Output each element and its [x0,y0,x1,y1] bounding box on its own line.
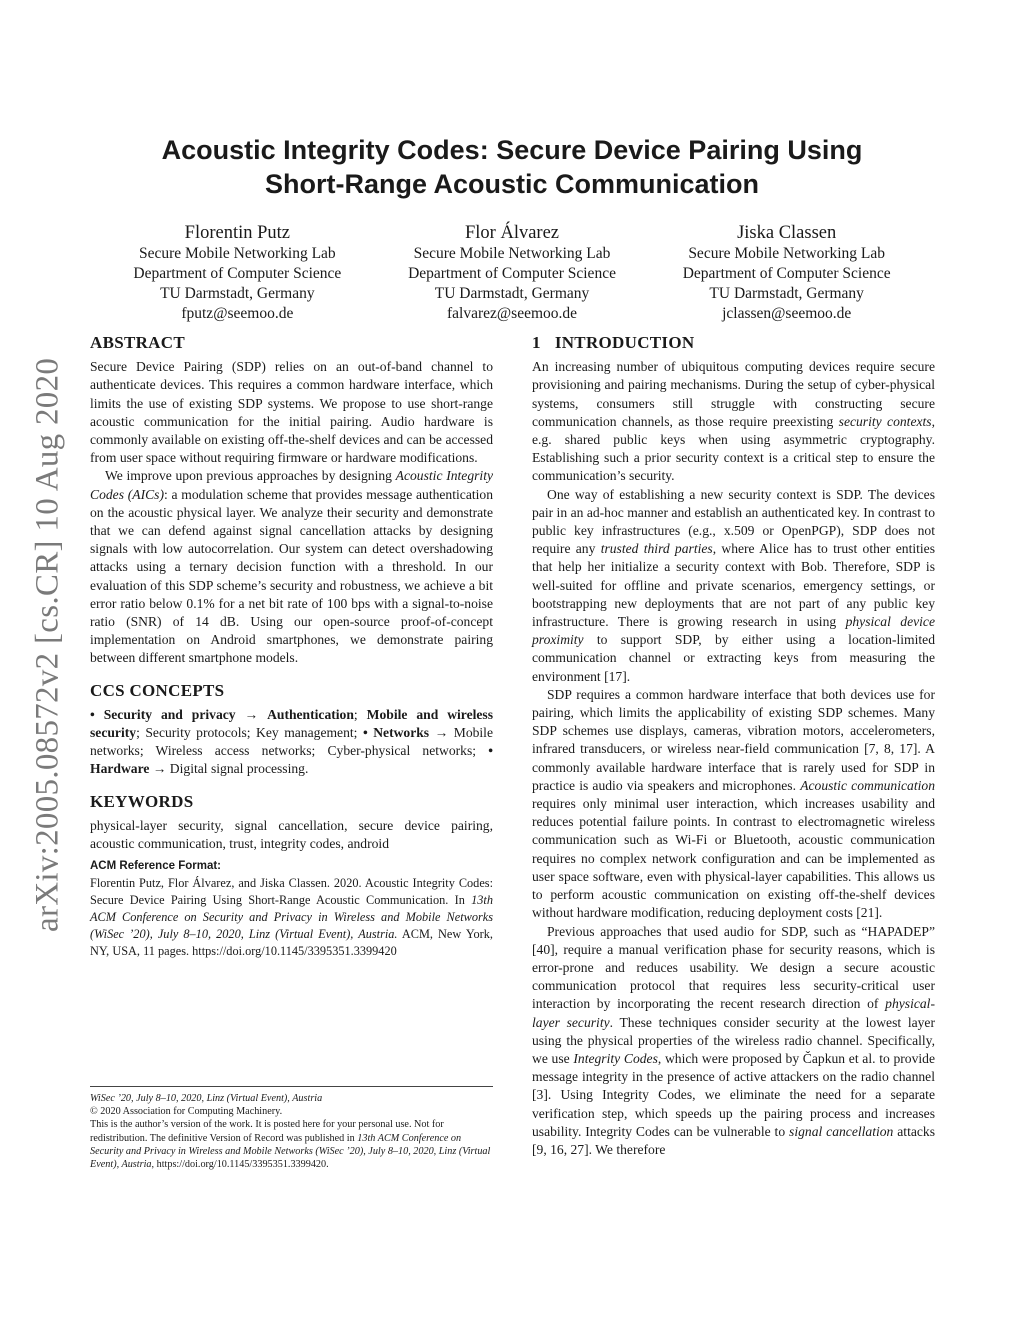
text-run: → Digital signal processing. [149,761,309,777]
author-institution: TU Darmstadt, Germany [434,285,590,302]
emphasis: trusted third parties [600,541,713,557]
author-institution: TU Darmstadt, Germany [160,285,315,302]
title-line-2: Short-Range Acoustic Communication [264,169,760,199]
text-run: : a modulation scheme that provides message authentication on the acoustic physical layer. We analyze their security and demonstrate that we can defend against signal cancellation attacks by designing signals with low autocorrelation. Our system can detect overshadowing attacks using a ternary decision function with a threshold. In our evaluation of this SDP scheme’s security and robustness, we achieve a bit error ratio below 0.1% for a net bit rate of 100 bps with a signal-to-noise ratio (SNR) of 14 dB. Using our open-source proof-of-concept implementation on Android smartphones, we demonstrate pairing between different smartphone models. [90,486,493,666]
arxiv-identifier: arXiv:2005.08572v2 [cs.CR] 10 Aug 2020 [29,357,66,933]
footnote-divider [90,1086,493,1087]
emphasis: 13th ACM Conference on Security and Privacy in Wireless and Mobile Networks (WiSec ’20), July 8–10, 2020, Linz (Virtual Event), Austria [90,1132,491,1171]
ccs-term: • Hardware [90,743,493,777]
text-run: SDP requires a common hardware interface that both devices use for pairing, which limits the applicability of existing SDP schemes. Many SDP schemes use displays, cameras, vibration motors, accelerometers, infrared transducers, or wireless near-field communication [7, 8, 17]. A commonly available hardware interface that is rarely used for SDP in practice is audio via speakers and microphones. [532,686,935,793]
section-number: 1 [532,333,541,352]
keywords-heading: KEYWORDS [90,791,194,811]
keywords-text: physical-layer security, signal cancellation, secure device pairing, acoustic communication, trust, integrity codes, android [90,817,493,852]
text-run: ; Security protocols; Key management; [136,725,363,741]
paper-title [130,133,894,201]
text-run: → [235,706,268,722]
text-run: → Mobile networks; Wireless access networks; Cyber-physical networks; [90,725,493,759]
emphasis: security contexts [838,413,932,429]
text-run: One way of establishing a new security context is SDP. The devices pair in an ad-hoc manner and establish an authenticated key. In contrast to public key infrastructures (e.g., x.509 or OpenPGP), SDP does not require any [532,486,935,557]
footnote-note [90,1118,493,1171]
ccs-term: • Networks [362,725,430,741]
author-3 [649,222,924,324]
author-lab: Secure Mobile Networking Lab [413,245,611,262]
abstract-section [90,334,493,668]
emphasis: Integrity Codes [573,1050,658,1066]
text-run: to support SDP, by either using a location-limited communication channel or extracting keys from measuring the environment [17]. [532,632,935,684]
footnote [90,1092,493,1171]
abstract-paragraph-2 [90,467,493,667]
ccs-section [90,682,493,779]
text-run: Florentin Putz, Flor Álvarez, and Jiska Classen. 2020. Acoustic Integrity Codes: Secure Device Pairing Using Short-Range Acoustic Communication. In [90,876,493,908]
ccs-term: • Security and privacy [90,706,236,722]
text-run: ACM, New York, NY, USA, 11 pages. https://doi.org/10.1145/3395351.3399420 [90,927,493,959]
author-name: Jiska Classen [737,223,837,243]
section-title: INTRODUCTION [554,333,695,352]
author-email: jclassen@seemoo.de [722,305,852,322]
emphasis: Acoustic communication [800,777,935,793]
text-run: Previous approaches that used audio for SDP, such as “HAPADEP” [40], require a manual verification phase for security reasons, which is error-prone and reduces usability. We design a secure acoustic communication protocol that requires less security-critical user interaction by incorporating the recent research direction of [532,923,935,1012]
author-email: fputz@seemoo.de [181,305,294,322]
abstract-paragraph-1: Secure Device Pairing (SDP) relies on an out-of-band channel to authenticate devices. This requires a common hardware interface, which limits the use of existing SDP systems. We propose to use short-range acoustic communication for the initial pairing. Audio hardware is commonly available on existing off-the-shelf devices and can be accessed from user space without requiring firmware or hardware modifications. [90,359,493,466]
text-run: An increasing number of ubiquitous computing devices require secure provisioning and pairing mechanisms. During the setup of cyber-physical systems, consumers still struggle with constructing secure communication channels, as those require preexisting [532,359,935,429]
text-run: ; [353,706,367,722]
text-run: This is the author’s version of the work. It is posted here for your personal use. Not for redistribution. The definitive Version of Record was published in [90,1119,444,1144]
acm-reference-label: ACM Reference Format: [90,860,221,873]
abstract-heading: ABSTRACT [90,333,185,352]
introduction-heading [532,334,935,352]
author-dept: Department of Computer Science [408,265,616,282]
emphasis: signal cancellation [789,1123,894,1139]
intro-paragraph-3 [532,686,935,923]
author-institution: TU Darmstadt, Germany [709,285,864,302]
author-name: Flor Álvarez [465,223,560,243]
intro-paragraph-1 [532,358,935,485]
author-dept: Department of Computer Science [682,265,891,282]
author-dept: Department of Computer Science [133,265,342,282]
emphasis: 13th ACM Conference on Security and Privacy in Wireless and Mobile Networks (WiSec ’20), July 8–10, 2020, Linz (Virtual Event), Austria. [90,893,493,942]
author-block [100,222,924,324]
ccs-concepts [90,706,493,779]
right-column [532,334,935,1159]
title-line-1: Acoustic Integrity Codes: Secure Device Pairing Using [161,135,863,165]
text-run: , where Alice has to trust other entities that help her initialize a security context with Bob. Therefore, SDP is well-suited for offline and private scenarios, emergency settings, or bootstrapping new deployments that are not part of any public key infrastructure. There is growing research in using [532,541,935,630]
author-2 [375,222,650,324]
acm-reference-text [90,875,493,960]
intro-paragraph-4 [532,923,935,1160]
ccs-heading: CCS CONCEPTS [90,680,225,700]
keywords-section [90,793,493,961]
footnote-copyright: © 2020 Association for Computing Machinery. [90,1106,283,1118]
author-lab: Secure Mobile Networking Lab [688,245,886,262]
text-run: , e.g. shared public keys when using asymmetric cryptography. Establishing such a prior security context is a critical step to ensure the communication’s security. [532,413,936,484]
emphasis: physical-layer security [532,996,935,1030]
text-run: We improve upon previous approaches by designing [105,468,396,484]
text-run: . These techniques consider security at the lowest layer using the physical properties of the wireless radio channel. Specifically, we use [532,1014,935,1066]
footnote-venue: WiSec ’20, July 8–10, 2020, Linz (Virtual Event), Austria [90,1093,323,1104]
author-name: Florentin Putz [184,223,291,243]
left-column [90,334,493,960]
author-lab: Secure Mobile Networking Lab [138,245,336,262]
emphasis: Acoustic Integrity Codes (AICs) [90,468,494,502]
author-1 [100,222,375,324]
text-run: , https://doi.org/10.1145/3395351.3399420. [151,1159,329,1171]
text-run: , which were proposed by Čapkun et al. to provide message integrity in the presence of active attackers on the radio channel [3]. Using Integrity Codes, we eliminate the need for a separate verification step, which speeds up the pairing process and increases usability. Integrity Codes can be vulnerable to [532,1050,935,1139]
text-run: requires only minimal user interaction, which increases usability and reduces potential failure points. In contrast to electromagnetic wireless communication such as Wi-Fi or Bluetooth, acoustic communication requires no complex network configuration and can be implemented as user space software, even with physical-layer capabilities. This allows us to perform acoustic communication on existing off-the-shelf devices without hardware modification, reducing deployment costs [21]. [532,796,935,921]
ccs-term: Mobile and wireless security [90,706,494,741]
text-run: attacks [9, 16, 27]. We therefore [532,1123,935,1157]
author-email: falvarez@seemoo.de [446,305,578,322]
ccs-term: Authentication [267,706,354,722]
intro-paragraph-2 [532,486,935,686]
emphasis: physical device proximity [532,614,935,648]
